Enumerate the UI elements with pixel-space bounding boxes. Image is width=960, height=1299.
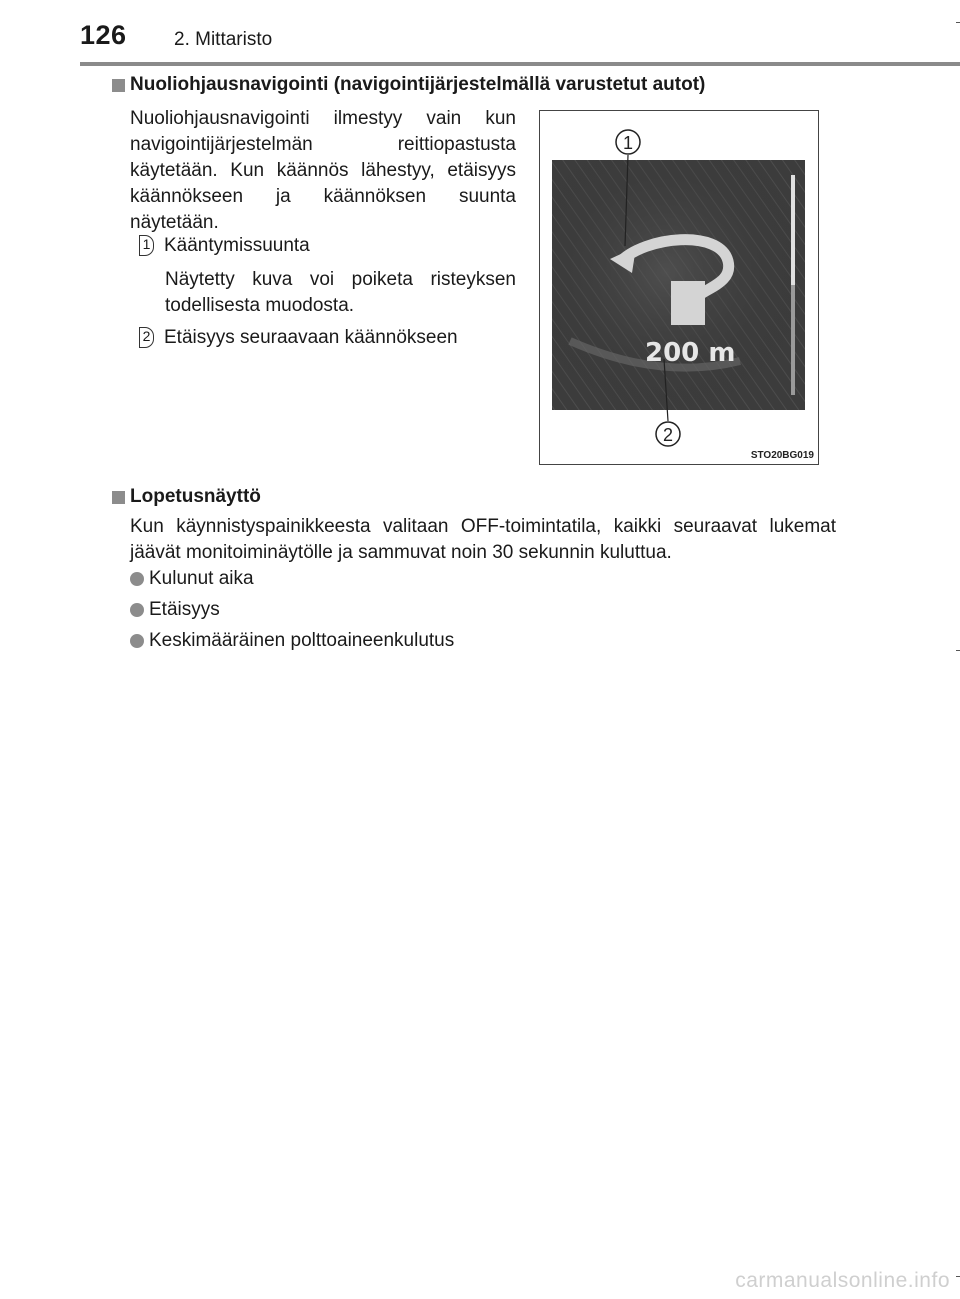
callout-label: 1 [622,133,634,153]
section-heading-navigation [112,74,705,96]
callout-label: 2 [662,425,674,445]
figure-code: STO20BG019 [750,450,814,461]
bullet-dot-icon [130,603,144,617]
navigation-description: Nuoliohjausnavigointi ilmestyy vain kun navigointijärjestelmän reittiopastusta käytetään. Kun käännös lähestyy, etäisyys käännökseen ja käännöksen suunta näytetään. [130,108,516,233]
header-rule [80,62,960,66]
section-heading-end-screen [112,486,261,508]
square-bullet-icon [112,491,125,504]
section-heading-text: Lopetusnäyttö [130,486,261,507]
list-item [139,233,519,259]
bullet-text: Etäisyys [149,599,220,620]
list-item [130,597,220,623]
crop-mark [956,1276,960,1277]
watermark: carmanualsonline.info [735,1269,950,1292]
callout-number-icon: 1 [139,235,154,256]
item-label: Etäisyys seuraavaan käännökseen [164,327,458,348]
list-item [130,566,254,592]
list-item [139,325,519,351]
item-note: Näytetty kuva voi poiketa risteyksen todellisesta muodosta. [165,269,516,316]
square-bullet-icon [112,79,125,92]
crop-mark [956,650,960,651]
chapter-title: 2. Mittaristo [174,29,273,50]
crop-mark [956,22,960,23]
end-screen-description: Kun käynnistyspainikkeesta valitaan OFF-toimintatila, kaikki seuraavat lukemat jäävät monitoiminäytölle ja sammuvat noin 30 sekunnin kuluttua. [130,516,836,563]
distance-readout: 200 m [645,338,736,368]
navigation-display-figure [539,110,819,465]
list-item [130,628,454,654]
bullet-text: Keskimääräinen polttoaineenkulutus [149,630,455,651]
item-label: Kääntymissuunta [164,235,310,256]
page-number: 126 [80,20,127,50]
bullet-text: Kulunut aika [149,568,254,589]
bullet-dot-icon [130,572,144,586]
section-heading-text: Nuoliohjausnavigointi (navigointijärjestelmällä varustetut autot) [130,74,706,95]
display-illustration [540,111,818,464]
callout-number-icon: 2 [139,327,154,348]
bullet-dot-icon [130,634,144,648]
